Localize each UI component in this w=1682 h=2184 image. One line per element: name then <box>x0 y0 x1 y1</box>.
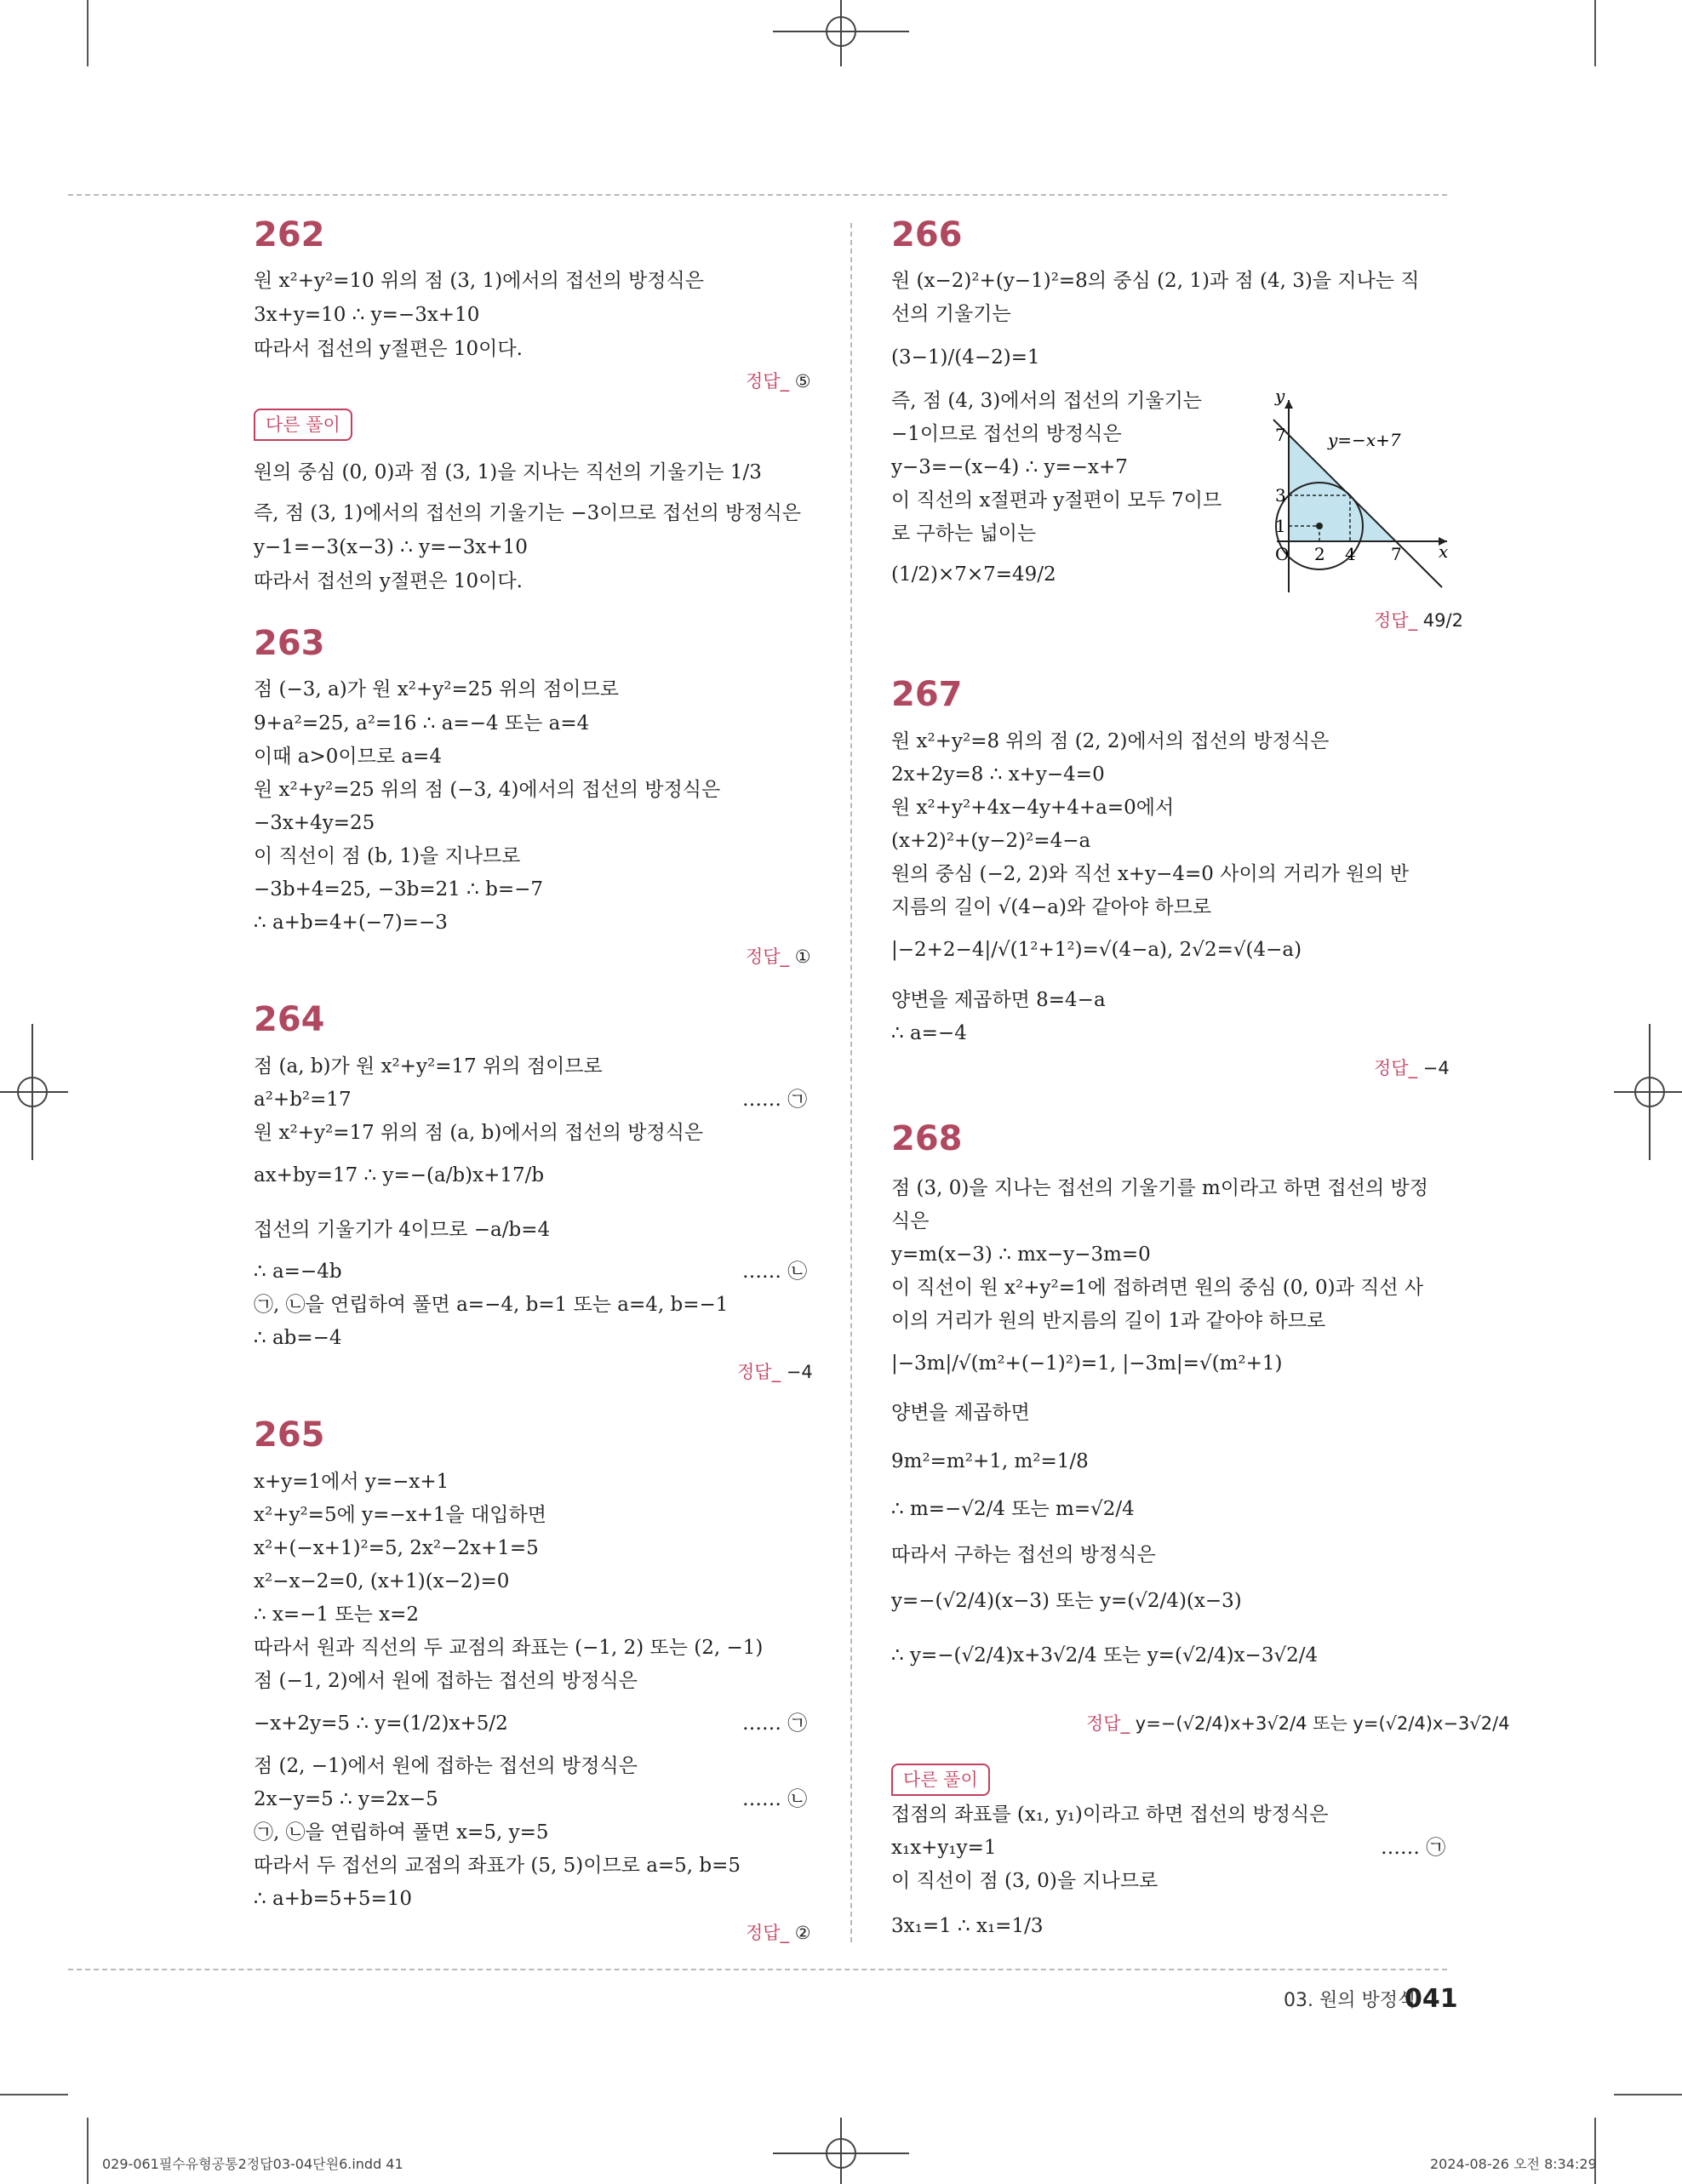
solution-line: 원 (x−2)²+(y−1)²=8의 중심 (2, 1)과 점 (4, 3)을 지나는 직 <box>891 270 1420 292</box>
solution-line: ∴ ab=−4 <box>254 1327 342 1349</box>
solution-line: 따라서 두 접선의 교점의 좌표가 (5, 5)이므로 a=5, b=5 <box>254 1855 741 1877</box>
equation-mark: …… ㉠ <box>742 1712 808 1735</box>
answer-label: 정답_ <box>1374 610 1418 631</box>
solution-line: 접점의 좌표를 (x₁, y₁)이라고 하면 접선의 방정식은 <box>891 1804 1329 1826</box>
crop-mark <box>1594 2118 1596 2184</box>
solution-line: y=m(x−3) ∴ mx−y−3m=0 <box>891 1244 1151 1266</box>
crop-mark <box>1614 2094 1682 2095</box>
crop-mark <box>87 2118 89 2184</box>
origin-label: O <box>1275 544 1290 564</box>
equation-mark: …… ㉠ <box>742 1089 808 1111</box>
answer-value: −4 <box>1422 1058 1450 1078</box>
equation-mark: …… ㉡ <box>742 1261 808 1283</box>
solution-line: ∴ a=−4b <box>254 1261 342 1283</box>
answer-label: 정답_ <box>737 1362 781 1382</box>
answer-value: ① <box>794 946 811 967</box>
solution-line: ax+by=17 ∴ y=−(a/b)x+17/b <box>254 1164 545 1186</box>
solution-line: y−1=−3(x−3) ∴ y=−3x+10 <box>254 536 528 558</box>
answer <box>746 1920 811 1946</box>
solution-line: 따라서 원과 직선의 두 교점의 좌표는 (−1, 2) 또는 (2, −1) <box>254 1637 764 1659</box>
solution-line: 즉, 점 (4, 3)에서의 접선의 기울기는 <box>891 390 1203 412</box>
solution-line: 9m²=m²+1, m²=1/8 <box>891 1450 1089 1472</box>
registration-mark <box>773 0 909 66</box>
solution-line: 양변을 제곱하면 <box>891 1402 1030 1424</box>
problem-number: 262 <box>254 215 325 254</box>
solution-line: 3x₁=1 ∴ x₁=1/3 <box>891 1915 1044 1937</box>
solution-line: 선의 기울기는 <box>891 303 1011 325</box>
solution-line: 이 직선이 원 x²+y²=1에 접하려면 원의 중심 (0, 0)과 직선 사 <box>891 1277 1424 1299</box>
solution-line: −1이므로 접선의 방정식은 <box>891 423 1122 445</box>
answer-value: ② <box>794 1923 811 1943</box>
crop-mark <box>0 2094 68 2095</box>
solution-line: ㉠, ㉡을 연립하여 풀면 a=−4, b=1 또는 a=4, b=−1 <box>254 1294 729 1316</box>
solution-line: 점 (2, −1)에서 원에 접하는 접선의 방정식은 <box>254 1755 638 1777</box>
solution-line: a²+b²=17 <box>254 1089 352 1111</box>
solution-line: 9+a²=25, a²=16 ∴ a=−4 또는 a=4 <box>254 712 590 735</box>
x-tick-label: 2 <box>1314 544 1325 564</box>
problem-number: 264 <box>254 1000 325 1039</box>
answer-value: −4 <box>786 1362 813 1382</box>
solution-line: 이의 거리가 원의 반지름의 길이 1과 같아야 하므로 <box>891 1310 1326 1332</box>
solution-line: 따라서 구하는 접선의 방정식은 <box>891 1544 1156 1566</box>
solution-line: x²+y²=5에 y=−x+1을 대입하면 <box>254 1504 546 1526</box>
answer-value: y=−(√2/4)x+3√2/4 또는 y=(√2/4)x−3√2/4 <box>1135 1713 1510 1734</box>
solution-line: |−2+2−4|/√(1²+1²)=√(4−a), 2√2=√(4−a) <box>891 939 1302 961</box>
solution-line: 원 x²+y²=25 위의 점 (−3, 4)에서의 접선의 방정식은 <box>254 779 721 801</box>
page-number: 041 <box>1405 1984 1458 2014</box>
solution-line: 따라서 접선의 y절편은 10이다. <box>254 338 523 360</box>
solution-line: x²+(−x+1)²=5, 2x²−2x+1=5 <box>254 1537 539 1559</box>
solution-line: ∴ a=−4 <box>891 1022 967 1044</box>
problem-number: 266 <box>891 215 963 254</box>
solution-line: ∴ m=−√2/4 또는 m=√2/4 <box>891 1498 1135 1520</box>
y-label: y <box>1275 388 1285 406</box>
solution-line: 원 x²+y²=17 위의 점 (a, b)에서의 접선의 방정식은 <box>254 1122 704 1144</box>
top-divider <box>68 194 1447 196</box>
solution-line: 점 (3, 0)을 지나는 접선의 기울기를 m이라고 하면 접선의 방정 <box>891 1177 1428 1199</box>
x-label: x <box>1439 541 1449 562</box>
answer <box>1086 1711 1510 1736</box>
registration-mark <box>1614 1024 1682 1160</box>
solution-line: 원의 중심 (0, 0)과 점 (3, 1)을 지나는 직선의 기울기는 1/3 <box>254 461 762 483</box>
print-timestamp: 2024-08-26 오전 8:34:29 <box>1430 2156 1597 2172</box>
y-tick-label: 1 <box>1275 516 1286 536</box>
registration-mark <box>773 2118 909 2184</box>
solution-line: −x+2y=5 ∴ y=(1/2)x+5/2 <box>254 1712 508 1735</box>
solution-line: ∴ x=−1 또는 x=2 <box>254 1604 420 1626</box>
answer <box>1374 1055 1450 1081</box>
y-tick-label: 7 <box>1275 425 1286 445</box>
center-point <box>1316 523 1323 529</box>
tangent-graph <box>1243 388 1456 601</box>
solution-line: |−3m|/√(m²+(−1)²)=1, |−3m|=√(m²+1) <box>891 1352 1283 1375</box>
equation-mark: …… ㉡ <box>742 1788 808 1810</box>
solution-line: 로 구하는 넓이는 <box>891 523 1037 545</box>
solution-line: 점 (a, b)가 원 x²+y²=17 위의 점이므로 <box>254 1055 603 1078</box>
problem-number: 268 <box>891 1119 963 1158</box>
registration-mark <box>0 1024 68 1160</box>
solution-line: 식은 <box>891 1210 930 1232</box>
answer-label: 정답_ <box>746 946 790 967</box>
section-title: 03. 원의 방정식 <box>1284 1990 1416 2011</box>
answer-label: 정답_ <box>1086 1713 1130 1734</box>
y-tick-label: 3 <box>1275 485 1286 506</box>
solution-line: 원 x²+y²=8 위의 점 (2, 2)에서의 접선의 방정식은 <box>891 730 1330 752</box>
solution-line: x²−x−2=0, (x+1)(x−2)=0 <box>254 1570 510 1592</box>
solution-line: ∴ y=−(√2/4)x+3√2/4 또는 y=(√2/4)x−3√2/4 <box>891 1644 1319 1667</box>
solution-line: 따라서 접선의 y절편은 10이다. <box>254 570 523 592</box>
solution-line: 즉, 점 (3, 1)에서의 접선의 기울기는 −3이므로 접선의 방정식은 <box>254 502 802 524</box>
answer-label: 정답_ <box>746 371 790 392</box>
solution-line: 지름의 길이 √(4−a)와 같아야 하므로 <box>891 896 1212 918</box>
crop-mark <box>87 0 89 66</box>
solution-line: ∴ a+b=4+(−7)=−3 <box>254 912 448 934</box>
solution-line: 원의 중심 (−2, 2)와 직선 x+y−4=0 사이의 거리가 원의 반 <box>891 863 1410 885</box>
answer <box>746 944 811 969</box>
solution-line: ∴ a+b=5+5=10 <box>254 1888 412 1910</box>
x-tick-label: 7 <box>1391 544 1402 564</box>
line-label: y=−x+7 <box>1328 430 1401 450</box>
column-divider <box>850 223 852 1942</box>
crop-mark <box>1594 0 1596 66</box>
solution-line: 3x+y=10 ∴ y=−3x+10 <box>254 304 480 326</box>
solution-line: 점 (−3, a)가 원 x²+y²=25 위의 점이므로 <box>254 678 619 700</box>
answer-value: 49/2 <box>1422 610 1463 631</box>
solution-line: y−3=−(x−4) ∴ y=−x+7 <box>891 456 1128 478</box>
answer-label: 정답_ <box>746 1923 790 1943</box>
problem-number: 263 <box>254 624 325 663</box>
solution-line: 이 직선의 x절편과 y절편이 모두 7이므 <box>891 489 1222 512</box>
answer <box>746 369 811 394</box>
solution-line: 이때 a>0이므로 a=4 <box>254 746 442 768</box>
bottom-divider <box>68 1969 1447 1970</box>
solution-line: −3x+4y=25 <box>254 812 375 834</box>
x-tick-label: 4 <box>1345 544 1356 564</box>
solution-line: 2x−y=5 ∴ y=2x−5 <box>254 1788 438 1810</box>
solution-line: 이 직선이 점 (3, 0)을 지나므로 <box>891 1870 1159 1892</box>
answer-value: ⑤ <box>794 371 811 392</box>
alt-solution-tag: 다른 풀이 <box>254 409 352 441</box>
solution-line: 양변을 제곱하면 8=4−a <box>891 989 1106 1011</box>
solution-line: 원 x²+y²+4x−4y+4+a=0에서 <box>891 797 1175 819</box>
solution-line: (3−1)/(4−2)=1 <box>891 346 1040 369</box>
solution-line: 점 (−1, 2)에서 원에 접하는 접선의 방정식은 <box>254 1670 638 1692</box>
solution-line: x+y=1에서 y=−x+1 <box>254 1471 449 1493</box>
solution-line: ㉠, ㉡을 연립하여 풀면 x=5, y=5 <box>254 1821 549 1844</box>
problem-number: 265 <box>254 1415 325 1455</box>
solution-line: −3b+4=25, −3b=21 ∴ b=−7 <box>254 878 544 900</box>
solution-line: (1/2)×7×7=49/2 <box>891 563 1056 586</box>
answer-label: 정답_ <box>1374 1058 1418 1078</box>
solution-line: (x+2)²+(y−2)²=4−a <box>891 830 1091 852</box>
solution-line: 이 직선이 점 (b, 1)을 지나므로 <box>254 845 521 867</box>
problem-number: 267 <box>891 675 963 714</box>
equation-mark: …… ㉠ <box>1381 1837 1446 1859</box>
alt-solution-tag: 다른 풀이 <box>891 1764 990 1796</box>
solution-line: 접선의 기울기가 4이므로 −a/b=4 <box>254 1219 551 1241</box>
indd-filename: 029-061필수유형공통2정답03-04단원6.indd 41 <box>102 2156 403 2172</box>
solution-line: 원 x²+y²=10 위의 점 (3, 1)에서의 접선의 방정식은 <box>254 270 704 292</box>
solution-line: x₁x+y₁y=1 <box>891 1837 997 1859</box>
solution-line: y=−(√2/4)(x−3) 또는 y=(√2/4)(x−3) <box>891 1590 1242 1612</box>
answer <box>1374 608 1463 633</box>
answer <box>737 1359 813 1385</box>
solution-line: 2x+2y=8 ∴ x+y−4=0 <box>891 763 1105 786</box>
